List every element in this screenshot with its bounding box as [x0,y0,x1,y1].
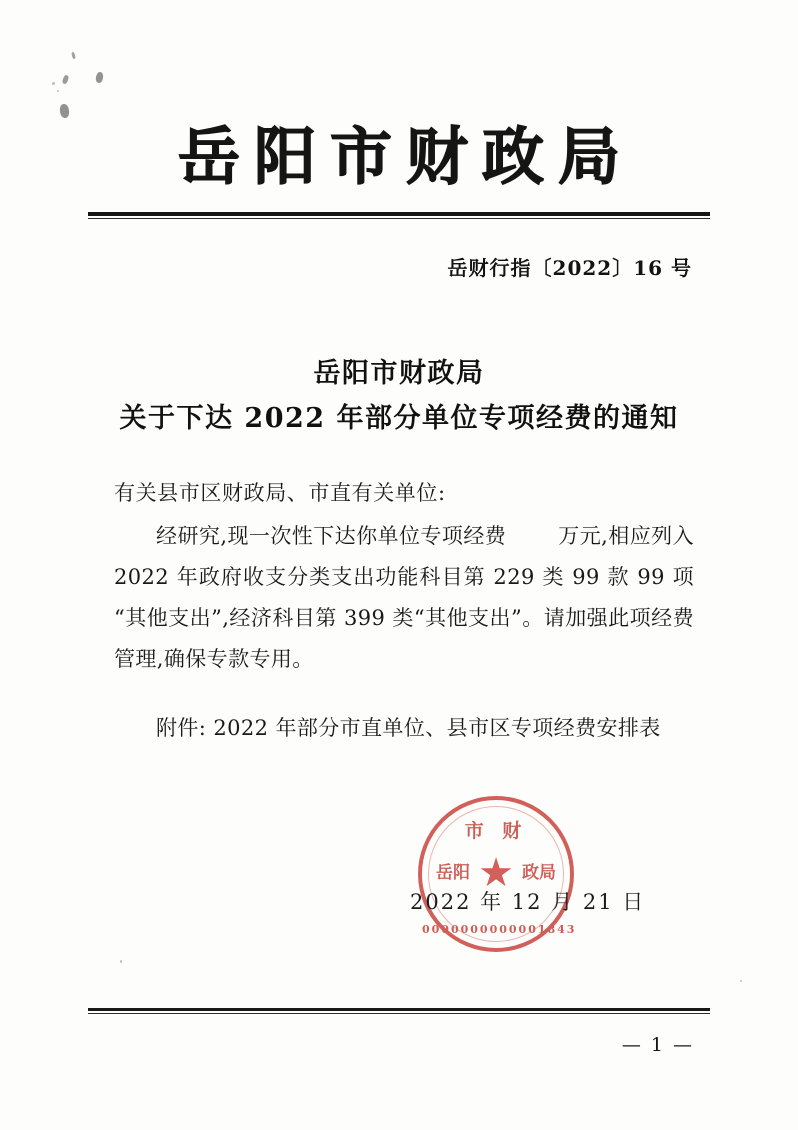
document-body [114,474,694,680]
header-divider-thick-line [88,212,710,216]
issue-date: 2022 年 12 月 21 日 [410,890,646,914]
footer-divider-thick-line [88,1008,710,1011]
scan-speckle [71,52,76,60]
star-icon: ★ [478,850,514,896]
page-number: — 1 — [621,1034,694,1056]
header-divider-thin-line [88,218,710,219]
seal-text-left: 岳阳 [436,863,470,883]
body-paragraph-part-a: 经研究,现一次性下达你单位专项经费 [156,523,507,548]
document-title-line-2: 关于下达 2022 年部分单位专项经费的通知 [119,402,679,434]
official-seal [418,796,577,952]
document-title-block [0,352,798,441]
header-divider [88,212,710,219]
footer-divider-thin-line [88,1013,710,1014]
scan-speckle [57,90,59,92]
scan-speckle [52,82,55,85]
footer-divider [88,1008,710,1015]
scan-speckle [95,71,104,83]
document-number: 岳财行指〔2022〕16 号 [447,256,692,280]
attachment-line: 附件: 2022 年部分市直单位、县市区专项经费安排表 [156,716,661,740]
issuing-authority-title: 岳阳市财政局 [177,120,634,193]
signature-area [0,790,798,950]
scan-speckle [59,103,70,118]
body-paragraph [114,516,694,680]
body-paragraph-part-b: 万元,相应列入 2022 年政府收支分类支出功能科目第 229 类 99 款 99 项“其他支出”,经济科目第 399 类“其他支出”。请加强此项经费管理,确保专款专用。 [114,523,694,671]
seal-text-right: 政局 [522,863,556,883]
salutation: 有关县市区财政局、市直有关单位: [114,481,446,505]
document-title-line-1: 岳阳市财政局 [313,358,485,389]
scan-speckle [120,960,122,963]
seal-text-top: 市 财 [464,820,528,842]
seal-text-bottom: 0000000000001843 [422,923,577,936]
masthead [0,122,798,191]
scan-speckle [62,74,70,84]
scan-speckle [740,980,742,982]
